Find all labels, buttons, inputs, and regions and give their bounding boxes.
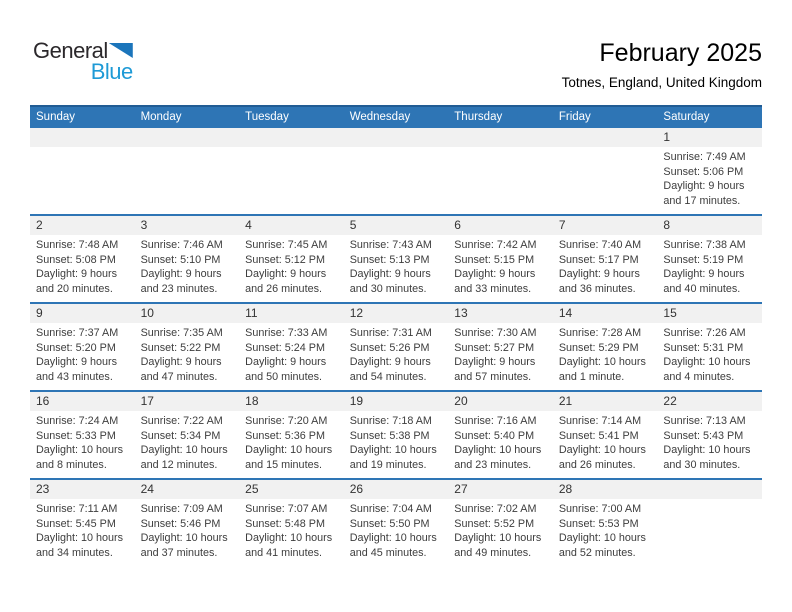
day-details — [344, 235, 449, 296]
day-cell-6 — [448, 216, 553, 302]
empty-day-cell — [553, 128, 658, 214]
empty-day-cell — [448, 128, 553, 214]
empty-day-cell — [344, 128, 449, 214]
sunset-text: Sunset: 5:06 PM — [663, 165, 744, 178]
daylight-text: Daylight: 10 hours — [663, 444, 751, 457]
daylight-text: Daylight: 9 hours — [140, 268, 222, 281]
day-number: 27 — [448, 480, 553, 499]
day-number — [553, 128, 658, 147]
daylight-text: Daylight: 9 hours — [36, 356, 118, 369]
daylight-text: and 50 minutes. — [245, 370, 322, 383]
day-number — [239, 128, 344, 147]
day-details — [30, 323, 135, 384]
sunset-text: Sunset: 5:22 PM — [140, 341, 221, 354]
sunrise-text: Sunrise: 7:42 AM — [454, 239, 537, 251]
sunset-text: Sunset: 5:12 PM — [245, 253, 325, 266]
day-cell-2 — [30, 216, 135, 302]
sunrise-text: Sunrise: 7:31 AM — [349, 327, 432, 339]
sunrise-text: Sunrise: 7:20 AM — [245, 415, 328, 427]
day-number: 23 — [30, 480, 135, 499]
sunrise-text: Sunrise: 7:46 AM — [140, 239, 223, 251]
logo-triangle-icon — [109, 43, 133, 58]
day-number: 2 — [30, 216, 135, 235]
daylight-text: Daylight: 9 hours — [454, 268, 536, 281]
weekday-header-row — [30, 105, 762, 126]
daylight-text: Daylight: 10 hours — [558, 444, 646, 457]
daylight-text: Daylight: 9 hours — [558, 268, 640, 281]
daylight-text: Daylight: 9 hours — [454, 356, 536, 369]
day-details — [344, 411, 449, 472]
sunset-text: Sunset: 5:40 PM — [454, 429, 535, 442]
daylight-text: Daylight: 9 hours — [245, 356, 327, 369]
daylight-text: Daylight: 10 hours — [245, 532, 333, 545]
day-details — [239, 323, 344, 384]
day-cell-28 — [553, 480, 658, 566]
daylight-text: and 36 minutes. — [558, 282, 636, 295]
day-number — [135, 128, 240, 147]
sunrise-text: Sunrise: 7:40 AM — [558, 239, 642, 251]
day-number: 21 — [553, 392, 658, 411]
sunrise-text: Sunrise: 7:16 AM — [454, 415, 537, 427]
week-row — [30, 478, 762, 566]
day-cell-4 — [239, 216, 344, 302]
day-details — [448, 147, 553, 150]
day-number: 3 — [135, 216, 240, 235]
day-cell-8 — [657, 216, 762, 302]
day-cell-25 — [239, 480, 344, 566]
daylight-text: Daylight: 10 hours — [140, 444, 228, 457]
day-number: 26 — [344, 480, 449, 499]
daylight-text: Daylight: 10 hours — [454, 532, 542, 545]
weekday-label-sunday: Sunday — [36, 110, 76, 123]
sunset-text: Sunset: 5:53 PM — [558, 517, 639, 530]
empty-day-cell — [657, 480, 762, 566]
daylight-text: and 4 minutes. — [663, 370, 735, 383]
daylight-text: and 41 minutes. — [245, 546, 322, 559]
daylight-text: and 33 minutes. — [454, 282, 532, 295]
week-row — [30, 390, 762, 478]
daylight-text: Daylight: 10 hours — [36, 444, 124, 457]
sunset-text: Sunset: 5:13 PM — [349, 253, 430, 266]
day-cell-1 — [657, 128, 762, 214]
day-cell-18 — [239, 392, 344, 478]
day-number: 6 — [448, 216, 553, 235]
daylight-text: and 30 minutes. — [349, 282, 427, 295]
day-details — [135, 235, 240, 296]
week-row — [30, 126, 762, 214]
day-details — [30, 499, 135, 560]
sunset-text: Sunset: 5:17 PM — [558, 253, 639, 266]
daylight-text: and 49 minutes. — [454, 546, 532, 559]
daylight-text: Daylight: 10 hours — [663, 356, 751, 369]
sunset-text: Sunset: 5:41 PM — [558, 429, 639, 442]
sunset-text: Sunset: 5:45 PM — [36, 517, 116, 530]
sunrise-text: Sunrise: 7:35 AM — [140, 327, 223, 339]
day-number: 16 — [30, 392, 135, 411]
sunrise-text: Sunrise: 7:13 AM — [663, 415, 746, 427]
day-number: 4 — [239, 216, 344, 235]
day-details — [553, 323, 658, 384]
generalblue-logo — [33, 40, 133, 82]
weekday-label-monday: Monday — [140, 110, 182, 123]
day-cell-13 — [448, 304, 553, 390]
daylight-text: Daylight: 9 hours — [245, 268, 327, 281]
sunrise-text: Sunrise: 7:18 AM — [349, 415, 432, 427]
day-details — [448, 411, 553, 472]
day-cell-9 — [30, 304, 135, 390]
day-details — [657, 147, 762, 208]
day-details — [553, 147, 658, 150]
day-cell-5 — [344, 216, 449, 302]
day-number — [30, 128, 135, 147]
day-details — [239, 411, 344, 472]
sunset-text: Sunset: 5:31 PM — [663, 341, 744, 354]
day-number — [344, 128, 449, 147]
day-cell-16 — [30, 392, 135, 478]
empty-day-cell — [239, 128, 344, 214]
day-details — [657, 235, 762, 296]
daylight-text: and 19 minutes. — [349, 458, 427, 471]
sunset-text: Sunset: 5:15 PM — [454, 253, 535, 266]
day-number: 28 — [553, 480, 658, 499]
day-cell-14 — [553, 304, 658, 390]
day-cell-10 — [135, 304, 240, 390]
daylight-text: and 57 minutes. — [454, 370, 532, 383]
day-number — [657, 480, 762, 499]
day-number: 25 — [239, 480, 344, 499]
day-number: 17 — [135, 392, 240, 411]
day-details — [30, 411, 135, 472]
daylight-text: and 43 minutes. — [36, 370, 113, 383]
day-number: 18 — [239, 392, 344, 411]
day-cell-11 — [239, 304, 344, 390]
sunrise-text: Sunrise: 7:00 AM — [558, 503, 642, 515]
daylight-text: and 8 minutes. — [36, 458, 107, 471]
sunrise-text: Sunrise: 7:02 AM — [454, 503, 537, 515]
empty-day-cell — [30, 128, 135, 214]
daylight-text: and 26 minutes. — [245, 282, 322, 295]
sunset-text: Sunset: 5:38 PM — [349, 429, 430, 442]
daylight-text: Daylight: 9 hours — [349, 356, 431, 369]
daylight-text: and 20 minutes. — [36, 282, 113, 295]
day-details — [135, 323, 240, 384]
daylight-text: and 45 minutes. — [349, 546, 427, 559]
sunrise-text: Sunrise: 7:48 AM — [36, 239, 119, 251]
daylight-text: and 26 minutes. — [558, 458, 636, 471]
day-number: 8 — [657, 216, 762, 235]
sunrise-text: Sunrise: 7:38 AM — [663, 239, 746, 251]
day-details — [30, 147, 135, 150]
day-details — [239, 147, 344, 150]
day-details — [553, 411, 658, 472]
day-number: 12 — [344, 304, 449, 323]
day-cell-26 — [344, 480, 449, 566]
day-number: 11 — [239, 304, 344, 323]
day-details — [657, 323, 762, 384]
daylight-text: and 47 minutes. — [140, 370, 218, 383]
sunrise-text: Sunrise: 7:28 AM — [558, 327, 642, 339]
weekday-label-wednesday: Wednesday — [349, 110, 411, 123]
sunset-text: Sunset: 5:29 PM — [558, 341, 639, 354]
daylight-text: Daylight: 9 hours — [140, 356, 222, 369]
sunrise-text: Sunrise: 7:37 AM — [36, 327, 119, 339]
day-cell-19 — [344, 392, 449, 478]
day-number: 13 — [448, 304, 553, 323]
weeks-container — [30, 126, 762, 566]
day-number: 9 — [30, 304, 135, 323]
sunset-text: Sunset: 5:50 PM — [349, 517, 430, 530]
day-cell-17 — [135, 392, 240, 478]
daylight-text: Daylight: 10 hours — [454, 444, 542, 457]
weekday-label-friday: Friday — [558, 110, 591, 123]
daylight-text: and 34 minutes. — [36, 546, 113, 559]
day-cell-23 — [30, 480, 135, 566]
sunset-text: Sunset: 5:20 PM — [36, 341, 116, 354]
daylight-text: and 12 minutes. — [140, 458, 218, 471]
day-number: 24 — [135, 480, 240, 499]
daylight-text: and 17 minutes. — [663, 194, 741, 207]
day-number: 5 — [344, 216, 449, 235]
sunrise-text: Sunrise: 7:22 AM — [140, 415, 223, 427]
day-cell-7 — [553, 216, 658, 302]
sunrise-text: Sunrise: 7:49 AM — [663, 151, 746, 163]
sunrise-text: Sunrise: 7:07 AM — [245, 503, 328, 515]
daylight-text: Daylight: 10 hours — [558, 356, 646, 369]
day-number: 14 — [553, 304, 658, 323]
day-cell-3 — [135, 216, 240, 302]
empty-day-cell — [135, 128, 240, 214]
month-title: February 2025 — [599, 39, 762, 67]
daylight-text: and 52 minutes. — [558, 546, 636, 559]
sunset-text: Sunset: 5:26 PM — [349, 341, 430, 354]
day-details — [657, 499, 762, 502]
day-cell-27 — [448, 480, 553, 566]
day-number: 20 — [448, 392, 553, 411]
sunset-text: Sunset: 5:48 PM — [245, 517, 325, 530]
sunset-text: Sunset: 5:46 PM — [140, 517, 221, 530]
daylight-text: Daylight: 9 hours — [36, 268, 118, 281]
sunset-text: Sunset: 5:27 PM — [454, 341, 535, 354]
day-details — [448, 499, 553, 560]
sunrise-text: Sunrise: 7:14 AM — [558, 415, 642, 427]
sunset-text: Sunset: 5:33 PM — [36, 429, 116, 442]
daylight-text: Daylight: 9 hours — [663, 180, 745, 193]
week-row — [30, 214, 762, 302]
sunrise-text: Sunrise: 7:04 AM — [349, 503, 432, 515]
sunset-text: Sunset: 5:08 PM — [36, 253, 116, 266]
daylight-text: Daylight: 9 hours — [349, 268, 431, 281]
day-number: 1 — [657, 128, 762, 147]
day-cell-22 — [657, 392, 762, 478]
sunrise-text: Sunrise: 7:43 AM — [349, 239, 432, 251]
day-details — [448, 323, 553, 384]
sunset-text: Sunset: 5:36 PM — [245, 429, 325, 442]
daylight-text: and 23 minutes. — [140, 282, 218, 295]
logo-text-blue: Blue — [90, 59, 133, 84]
daylight-text: and 30 minutes. — [663, 458, 741, 471]
sunrise-text: Sunrise: 7:33 AM — [245, 327, 328, 339]
day-cell-20 — [448, 392, 553, 478]
sunset-text: Sunset: 5:34 PM — [140, 429, 221, 442]
day-number: 22 — [657, 392, 762, 411]
daylight-text: and 54 minutes. — [349, 370, 427, 383]
day-number — [448, 128, 553, 147]
day-details — [30, 235, 135, 296]
day-number: 19 — [344, 392, 449, 411]
daylight-text: Daylight: 10 hours — [558, 532, 646, 545]
daylight-text: Daylight: 10 hours — [140, 532, 228, 545]
header-titles — [562, 40, 762, 90]
day-details — [553, 235, 658, 296]
day-details — [344, 147, 449, 150]
day-cell-15 — [657, 304, 762, 390]
sunrise-text: Sunrise: 7:11 AM — [36, 503, 118, 515]
sunrise-text: Sunrise: 7:26 AM — [663, 327, 746, 339]
day-details — [553, 499, 658, 560]
day-cell-21 — [553, 392, 658, 478]
day-details — [239, 499, 344, 560]
day-details — [448, 235, 553, 296]
sunset-text: Sunset: 5:24 PM — [245, 341, 325, 354]
sunset-text: Sunset: 5:19 PM — [663, 253, 744, 266]
sunset-text: Sunset: 5:43 PM — [663, 429, 744, 442]
day-details — [135, 499, 240, 560]
day-details — [239, 235, 344, 296]
daylight-text: and 1 minute. — [558, 370, 625, 383]
weekday-label-thursday: Thursday — [454, 110, 503, 123]
day-details — [135, 411, 240, 472]
week-row — [30, 302, 762, 390]
location-subtitle: Totnes, England, United Kingdom — [561, 75, 762, 90]
weekday-label-saturday: Saturday — [663, 110, 710, 123]
daylight-text: Daylight: 10 hours — [245, 444, 333, 457]
daylight-text: and 23 minutes. — [454, 458, 532, 471]
daylight-text: Daylight: 10 hours — [349, 532, 437, 545]
daylight-text: Daylight: 10 hours — [349, 444, 437, 457]
sunrise-text: Sunrise: 7:30 AM — [454, 327, 537, 339]
day-number: 7 — [553, 216, 658, 235]
weekday-label-tuesday: Tuesday — [245, 110, 289, 123]
day-details — [135, 147, 240, 150]
sunset-text: Sunset: 5:10 PM — [140, 253, 221, 266]
daylight-text: Daylight: 10 hours — [36, 532, 124, 545]
daylight-text: and 40 minutes. — [663, 282, 741, 295]
day-cell-12 — [344, 304, 449, 390]
day-number: 10 — [135, 304, 240, 323]
daylight-text: and 15 minutes. — [245, 458, 322, 471]
sunrise-text: Sunrise: 7:09 AM — [140, 503, 223, 515]
day-details — [657, 411, 762, 472]
day-details — [344, 323, 449, 384]
day-number: 15 — [657, 304, 762, 323]
sunrise-text: Sunrise: 7:45 AM — [245, 239, 328, 251]
day-details — [344, 499, 449, 560]
daylight-text: Daylight: 9 hours — [663, 268, 745, 281]
daylight-text: and 37 minutes. — [140, 546, 218, 559]
sunrise-text: Sunrise: 7:24 AM — [36, 415, 119, 427]
calendar-grid — [30, 105, 762, 566]
day-cell-24 — [135, 480, 240, 566]
sunset-text: Sunset: 5:52 PM — [454, 517, 535, 530]
logo-text-general: General — [33, 38, 108, 63]
